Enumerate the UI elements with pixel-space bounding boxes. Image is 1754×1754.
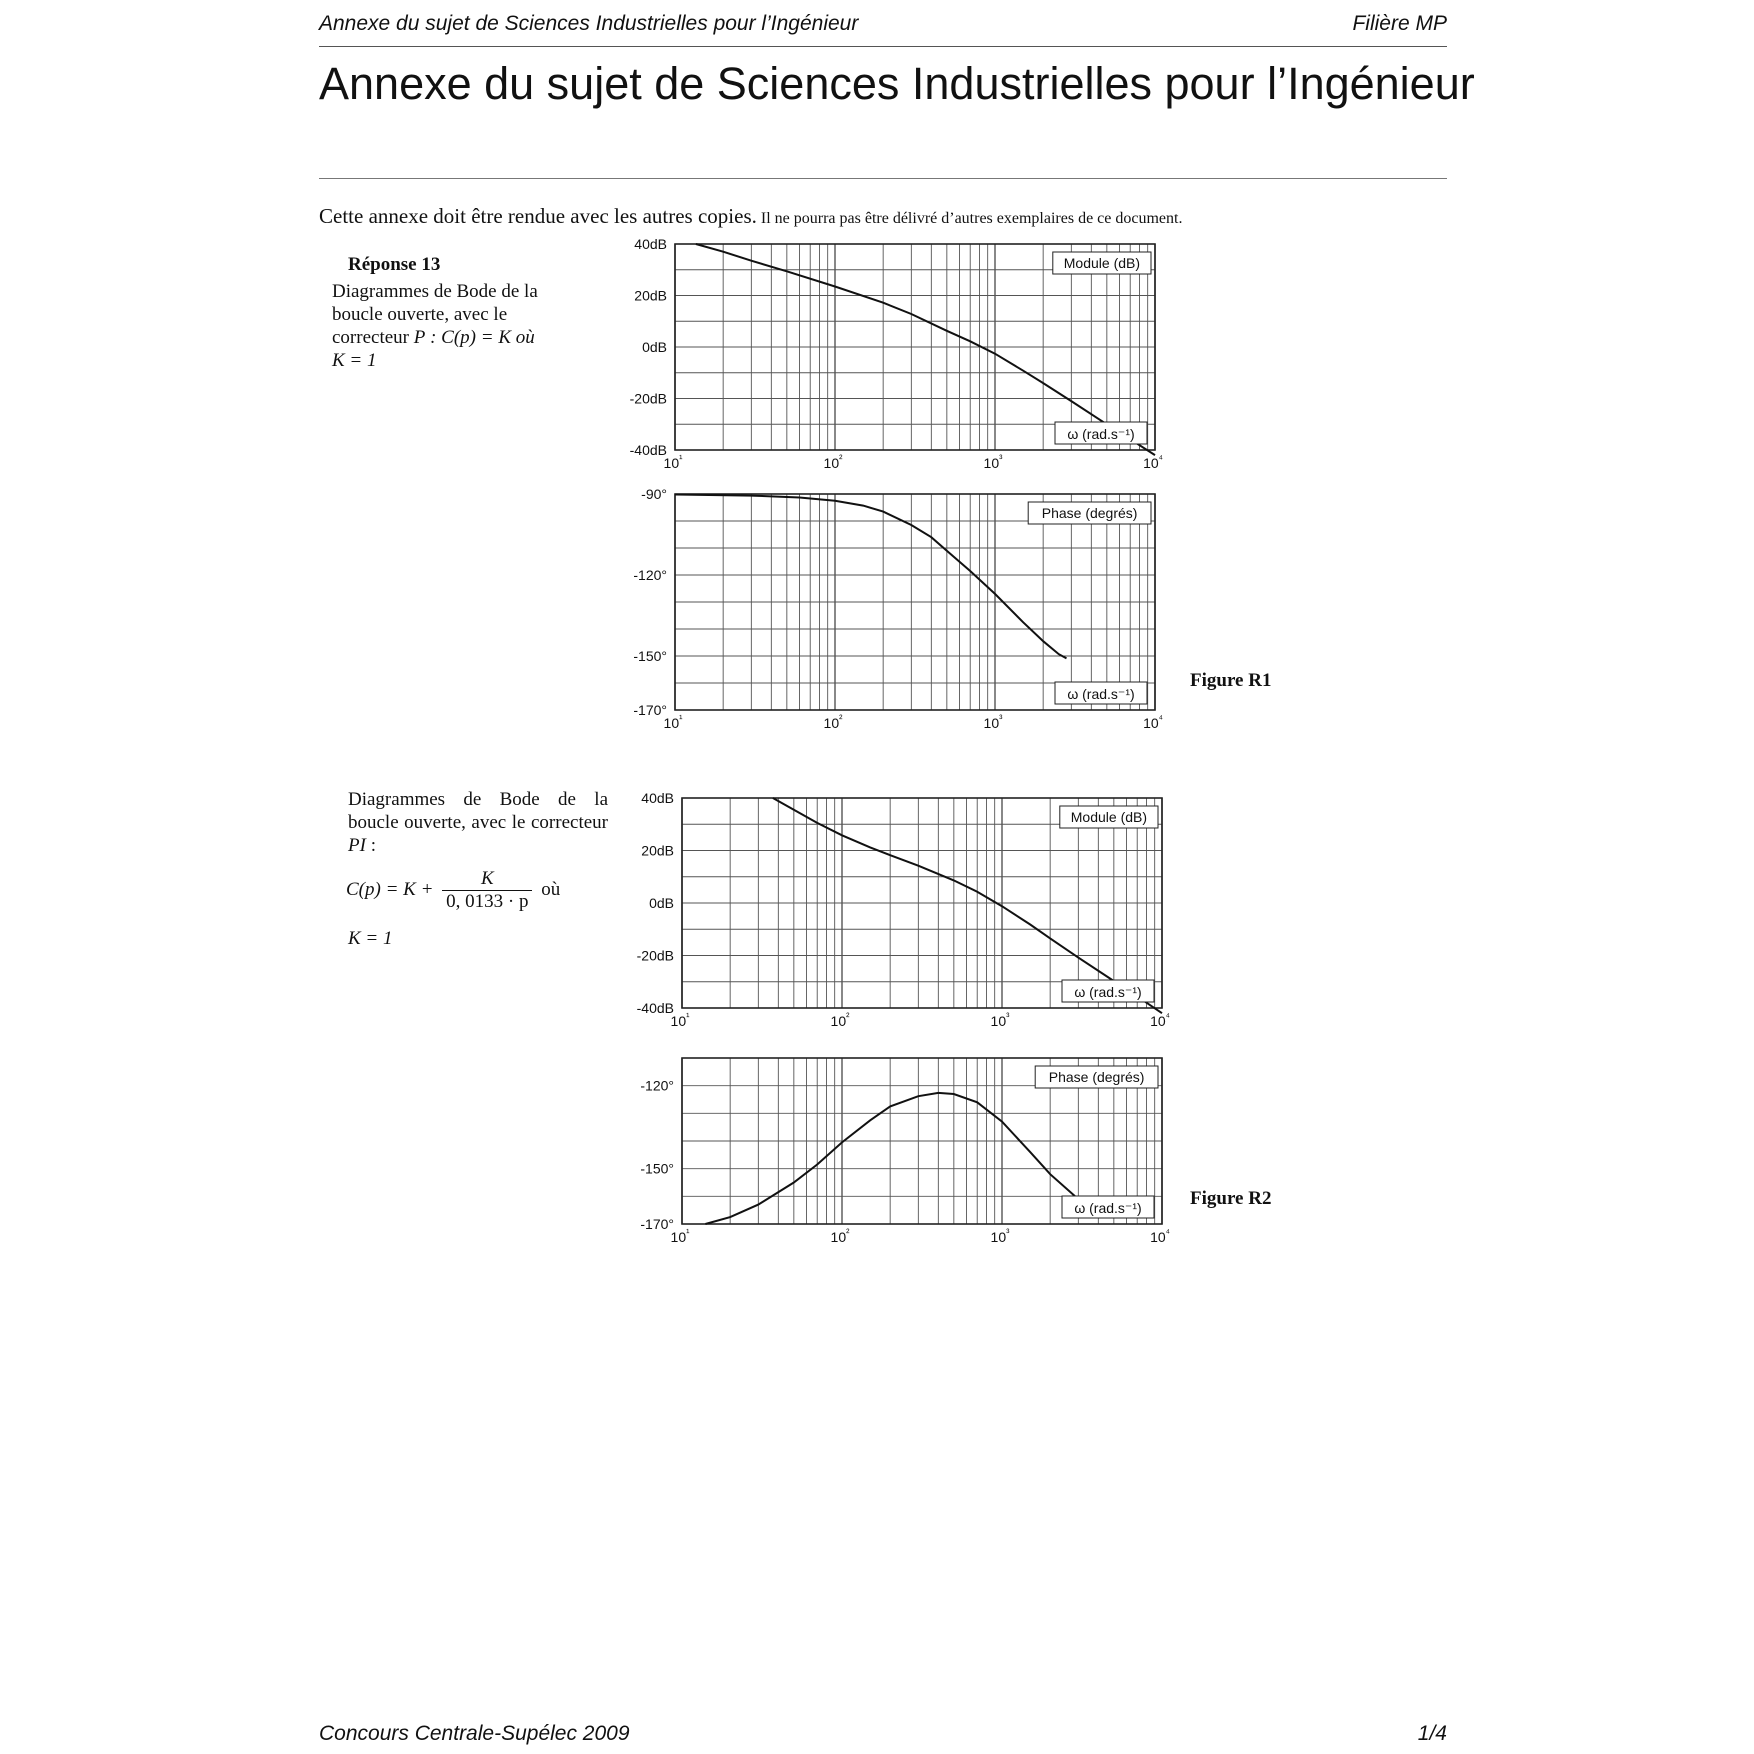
response-pi-text xyxy=(348,788,608,857)
x-tick-label: $10^{^1}$ xyxy=(663,454,683,471)
y-tick-label: 20dB xyxy=(641,842,674,859)
y-tick-label: -20dB xyxy=(636,947,674,964)
x-tick-label: $10^{^4}$ xyxy=(1143,714,1163,731)
legend-label: Phase (degrés) xyxy=(1048,1069,1145,1085)
response-pi-colon: : xyxy=(370,835,376,856)
intro-main: Cette annexe doit être rendue avec les autres copies. xyxy=(319,204,757,228)
response-13-text xyxy=(332,280,582,372)
y-tick-label: 40dB xyxy=(641,790,674,806)
k-equals: K = 1 xyxy=(348,928,393,949)
grid xyxy=(682,798,1162,1008)
x-tick-label: $10^{^3}$ xyxy=(983,714,1003,731)
response-pi-formula xyxy=(346,868,560,913)
x-tick-label: $10^{^2}$ xyxy=(830,1012,850,1029)
y-tick-label: 0dB xyxy=(649,895,674,911)
grid xyxy=(675,244,1155,450)
y-tick-label: 0dB xyxy=(642,339,667,355)
response-pi-k-value xyxy=(348,928,393,950)
bode-phase-r2 xyxy=(620,1050,1180,1245)
x-tick-label: $10^{^1}$ xyxy=(670,1228,690,1245)
x-axis-label: ω (rad.s⁻¹) xyxy=(1074,984,1142,1000)
x-axis-label: ω (rad.s⁻¹) xyxy=(1067,686,1135,702)
response-13-k-value: K = 1 xyxy=(332,350,377,371)
legend-label: Module (dB) xyxy=(1070,809,1148,825)
response-13-formula: : C(p) = K où xyxy=(430,327,535,348)
running-header-right: Filière MP xyxy=(1352,12,1447,35)
response-pi-description: Diagrammes de Bode de la boucle ouverte, avec le correcteur xyxy=(348,789,608,833)
formula-denominator: 0, 0133 · p xyxy=(446,891,529,912)
y-tick-label: -120° xyxy=(640,1077,674,1094)
x-tick-label: $10^{^2}$ xyxy=(823,454,843,471)
response-13-corrector: P xyxy=(413,327,426,348)
x-axis-label: ω (rad.s⁻¹) xyxy=(1067,426,1135,442)
y-tick-label: 20dB xyxy=(634,287,667,304)
y-tick-label: -40dB xyxy=(629,442,667,458)
page-title: Annexe du sujet de Sciences Industrielles pour l’Ingénieur xyxy=(319,58,1475,109)
running-header-left: Annexe du sujet de Sciences Industrielles pour l’Ingénieur xyxy=(319,12,859,35)
figure-r2-label: Figure R2 xyxy=(1190,1188,1272,1209)
x-axis-label: ω (rad.s⁻¹) xyxy=(1074,1200,1142,1216)
legend-label: Phase (degrés) xyxy=(1041,505,1138,521)
response-pi-corrector: PI xyxy=(348,835,366,856)
legend-label: Module (dB) xyxy=(1063,255,1141,271)
x-tick-label: $10^{^3}$ xyxy=(990,1012,1010,1029)
title-rule xyxy=(319,178,1447,179)
bode-magnitude-r1 xyxy=(620,236,1180,476)
footer-left: Concours Centrale-Supélec 2009 xyxy=(319,1722,630,1745)
bode-phase-r1 xyxy=(620,484,1180,731)
x-tick-label: $10^{^4}$ xyxy=(1150,1228,1170,1245)
x-tick-label: $10^{^2}$ xyxy=(823,714,843,731)
y-tick-label: -40dB xyxy=(636,1000,674,1016)
y-tick-label: -170° xyxy=(640,1216,674,1232)
formula-numerator: K xyxy=(442,868,532,891)
y-tick-label: -120° xyxy=(633,567,667,583)
y-tick-label: 40dB xyxy=(634,236,667,252)
intro-note: Il ne pourra pas être délivré d’autres exemplaires de ce document. xyxy=(760,210,1183,227)
x-tick-label: $10^{^3}$ xyxy=(983,454,1003,471)
response-13-title: Réponse 13 xyxy=(348,254,441,275)
formula-tail: où xyxy=(541,878,561,900)
footer-page-number: 1/4 xyxy=(1417,1722,1447,1745)
series-line xyxy=(675,495,1067,659)
series-line xyxy=(705,1093,1078,1224)
response-13-description: Diagrammes de Bode de la boucle ouverte, avec le correcteur xyxy=(332,281,538,348)
y-tick-label: -170° xyxy=(633,702,667,718)
x-tick-label: $10^{^1}$ xyxy=(663,714,683,731)
figure-r1-label: Figure R1 xyxy=(1190,670,1272,691)
x-tick-label: $10^{^3}$ xyxy=(990,1228,1010,1245)
x-tick-label: $10^{^2}$ xyxy=(830,1228,850,1245)
y-tick-label: -150° xyxy=(640,1160,674,1177)
intro-paragraph xyxy=(319,204,1182,229)
x-tick-label: $10^{^4}$ xyxy=(1143,454,1163,471)
x-tick-label: $10^{^4}$ xyxy=(1150,1012,1170,1029)
x-tick-label: $10^{^1}$ xyxy=(670,1012,690,1029)
y-tick-label: -90° xyxy=(641,486,667,502)
bode-magnitude-r2 xyxy=(620,790,1180,1029)
formula-fraction xyxy=(442,868,532,913)
y-tick-label: -150° xyxy=(633,648,667,664)
header-rule xyxy=(319,46,1447,47)
formula-lhs: C(p) = K + xyxy=(346,878,434,900)
y-tick-label: -20dB xyxy=(629,390,667,407)
